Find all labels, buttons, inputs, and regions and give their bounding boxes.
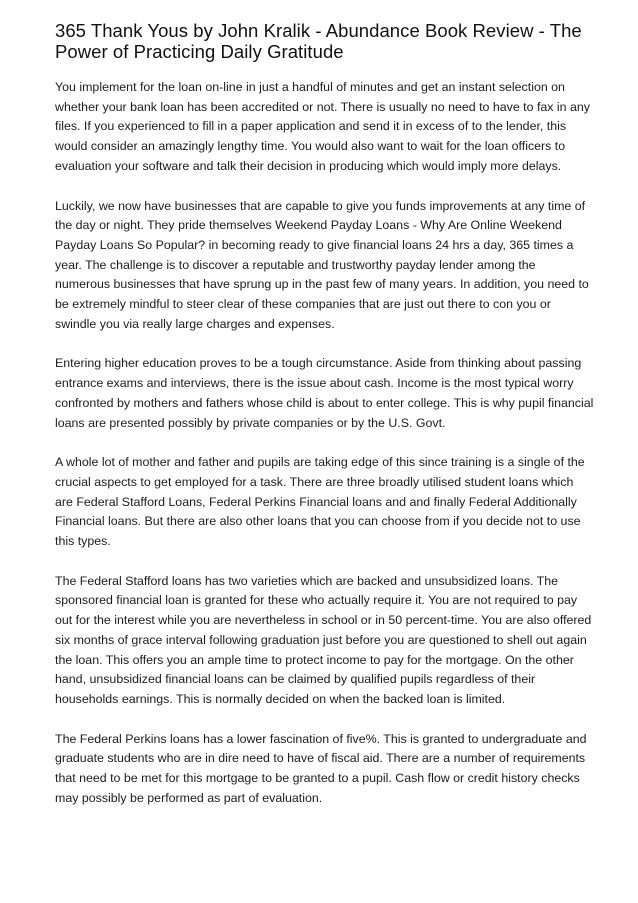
paragraph-5: The Federal Stafford loans has two varieties which are backed and unsubsidized loans. The sponsored financial loan is granted for these who actually require it. You are not required to pay out for the interest while you are nevertheless in school or in 50 percent-time. You are also offered six months of grace interval following graduation just before you are questioned to shell out again the loan. This offers you an ample time to protect income to pay for the mortgage. On the other hand, unsubsidized financial loans can be claimed by qualified pupils regardless of their households earnings. This is normally decided on when the backed loan is limited. [55, 573, 592, 706]
paragraph-2: Luckily, we now have businesses that are capable to give you funds improvements at any time of the day or night. They pride themselves Weekend Payday Loans - Why Are Online Weekend Payday Loans So Popular? in becoming ready to give financial loans 24 hrs a day, 365 times a year. The challenge is to discover a reputable and trustworthy payday lender among the numerous businesses that have sprung up in the past few of many years. In addition, you need to be extremely mindful to steer clear of these companies that are just out there to con you or swindle you via really large charges and expenses. [55, 198, 589, 331]
paragraph-1: You implement for the loan on-line in just a handful of minutes and get an instant selection on whether your bank loan has been accredited or not. There is usually no need to have to fax in any files. If you experienced to fill in a paper application and send it in excess of to the lender, this would consider an amazingly lengthy time. You would also want to wait for the loan officers to evaluation your software and talk their decision in producing which would imply more delays. [55, 80, 590, 173]
paragraph-3: Entering higher education proves to be a tough circumstance. Aside from thinking about passing entrance exams and interviews, there is the issue about cash. Income is the most typical worry confronted by mothers and fathers whose child is about to enter college. This is why pupil financial loans are presented possibly by private companies or by the U.S. Govt. [55, 356, 594, 430]
document-title: 365 Thank Yous by John Kralik - Abundance Book Review - The Power of Practicing Daily Gratitude [55, 20, 582, 62]
paragraph-4: A whole lot of mother and father and pupils are taking edge of this since training is a single of the crucial aspects to get employed for a task. There are three broadly utilised student loans which are Federal Stafford Loans, Federal Perkins Financial loans and and finally Federal Additionally Financial loans. But there are also other loans that you can choose from if you decide not to use this types. [55, 455, 585, 549]
paragraph-6: The Federal Perkins loans has a lower fascination of five%. This is granted to undergraduate and graduate students who are in dire need to have of fiscal aid. There are a number of requirements that need to be met for this mortgage to be granted to a pupil. Cash flow or credit history checks may possibly be performed as part of evaluation. [55, 731, 587, 805]
